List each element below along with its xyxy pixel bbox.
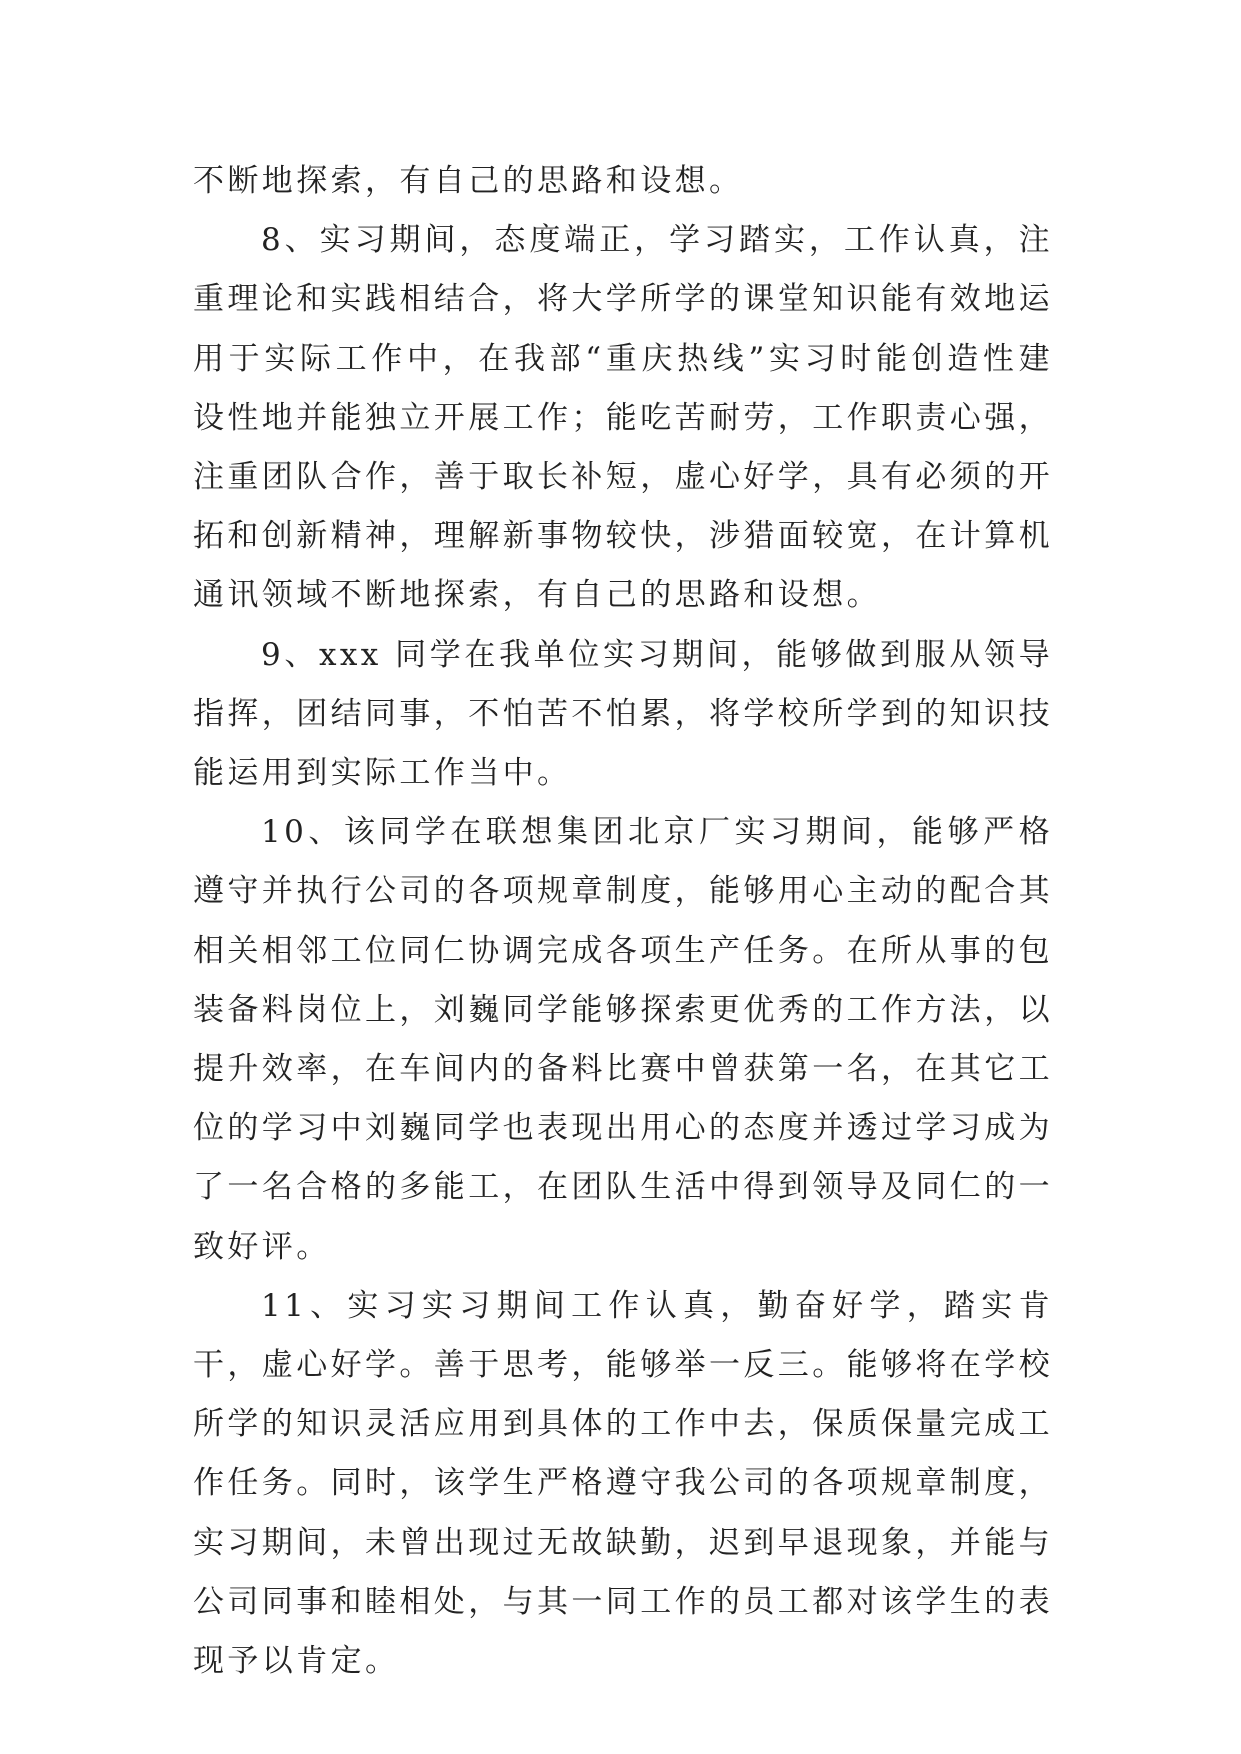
- paragraph-item-10: 10、该同学在联想集团北京厂实习期间，能够严格遵守并执行公司的各项规章制度，能够用心主动的配合其相关相邻工位同仁协调完成各项生产任务。在所从事的包装备料岗位上，刘巍同学能够探索更优秀的工作方法，以提升效率，在车间内的备料比赛中曾获第一名，在其它工位的学习中刘巍同学也表现出用心的态度并透过学习成为了一名合格的多能工，在团队生活中得到领导及同仁的一致好评。: [193, 814, 1053, 1265]
- paragraph-item-11: 11、实习实习期间工作认真，勤奋好学，踏实肯干，虚心好学。善于思考，能够举一反三。能够将在学校所学的知识灵活应用到具体的工作中去，保质保量完成工作任务。同时，该学生严格遵守我公司的各项规章制度，实习期间，未曾出现过无故缺勤，迟到早退现象，并能与公司同事和睦相处，与其一同工作的员工都对该学生的表现予以肯定。: [193, 1287, 1053, 1680]
- paragraph-item-9: 9、xxx 同学在我单位实习期间，能够做到服从领导指挥，团结同事，不怕苦不怕累，将学校所学到的知识技能运用到实际工作当中。: [193, 636, 1053, 792]
- paragraph-item-8: 8、实习期间，态度端正，学习踏实，工作认真，注重理论和实践相结合，将大学所学的课堂知识能有效地运用于实际工作中，在我部“重庆热线”实习时能创造性建设性地并能独立开展工作；能吃苦耐劳，工作职责心强，注重团队合作，善于取长补短，虚心好学，具有必须的开拓和创新精神，理解新事物较快，涉猎面较宽，在计算机通讯领域不断地探索，有自己的思路和设想。: [193, 222, 1053, 614]
- paragraph-continuation: 不断地探索，有自己的思路和设想。: [193, 163, 744, 199]
- document-body: [193, 152, 1053, 1691]
